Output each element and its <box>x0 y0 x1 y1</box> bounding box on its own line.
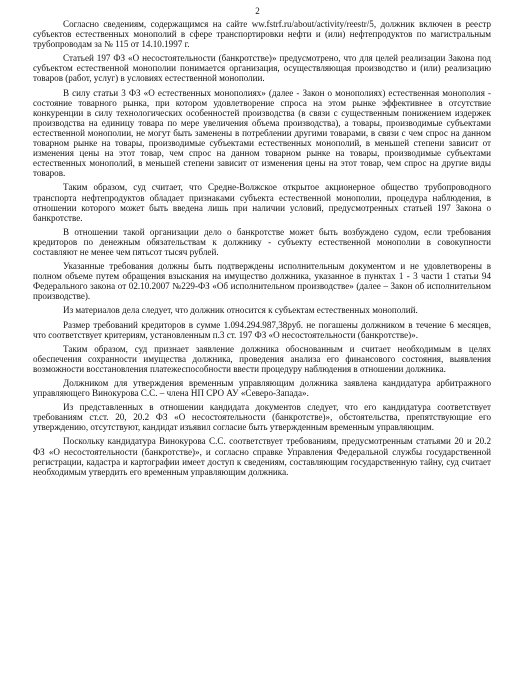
paragraph-candidate-nomination: Должником для утверждения временным управляющим должника заявлена кандидатура арбитражного управляющего Винокурова С.С. – члена НП СРО АУ «Северо-Запада». <box>33 378 491 399</box>
paragraph-court-considers: Таким образом, суд считает, что Средне-Волжское открытое акционерное общество трубопроводного транспорта нефтепродуктов обладает признаками субъекта естественной монополии, процедура наблюдения, в отношении которого может быть введена лишь при наличии условий, предусмотренных статьей 197 Закона о банкротстве. <box>33 182 491 223</box>
paragraph-case-materials: Из материалов дела следует, что должник относится к субъектам естественных монополий. <box>63 305 418 316</box>
paragraph-enforcement-document: Указанные требования должны быть подтверждены исполнительным документом и не удовлетворены в полном объеме путем обращения взыскания на имущество должника, указанное в пунктах 1 - 3 части 1 статьи 94 Федерального закона от 02.10.2007 №229-ФЗ «Об исполнительном производстве» (далее – Закон об исполнительном производстве). <box>33 261 491 302</box>
paragraph-candidate-documents: Из представленных в отношении кандидата документов следует, что его кандидатура соответствует требованиям ст.ст. 20, 20.2 ФЗ «О несостоятельности (банкротстве)», обстоятельства, препятствующие его утверждению, отсутствуют, кандидат изъявил согласие быть утвержденным временным управляющим. <box>33 402 491 433</box>
paragraph-article-197: Статьей 197 ФЗ «О несостоятельности (банкротстве)» предусмотрено, что для целей реализации Закона под субъектом естественной монополии понимается организация, осуществляющая производство и (или) реализацию товаров (работ, услуг) в условиях естественной монополии. <box>33 53 491 84</box>
page-number: 2 <box>255 6 260 16</box>
paragraph-registry: Согласно сведениям, содержащимся на сайте ww.fstrf.ru/about/activity/reestr/5, должник включен в реестр субъектов естественных монополий в сфере транспортировки нефти и (или) нефтепродуктов по магистральным трубопроводам за № 115 от 14.10.1997 г. <box>33 19 491 50</box>
paragraph-monopoly-definition: В силу статьи 3 ФЗ «О естественных монополиях» (далее - Закон о монополиях) естественная монополия - состояние товарного рынка, при котором удовлетворение спроса на этом рынке эффективнее в отсутствие конкуренции в силу технологических особенностей производства (в связи с существенным понижением издержек производства на единицу товара по мере увеличения объема производства), а товары, производимые субъектами естественной монополии, не могут быть заменены в потреблении другими товарами, в связи с чем спрос на данном товарном рынке на товары, производимые субъектами естественных монополий, в меньшей степени зависит от изменения цены на этот товар, чем спрос на данном товарном рынке на товары, производимые субъектами естественных монополий, в меньшей степени зависит от изменения цены на этот товар, чем спрос на другие виды товаров. <box>33 87 491 179</box>
paragraph-candidate-approval: Поскольку кандидатура Винокурова С.С. соответствует требованиям, предусмотренным статьями 20 и 20.2 ФЗ «О несостоятельности (банкротстве)», и согласно справке Управления Федеральной службы государственной регистрации, кадастра и картографии имеет доступ к сведениям, составляющим государственную тайну, суд считает необходимым утвердить его временным управляющим должника. <box>33 436 491 477</box>
paragraph-case-initiation: В отношении такой организации дело о банкротстве может быть возбуждено судом, если требования кредиторов по денежным обязательствам к должнику - субъекту естественной монополии в совокупности составляют не менее чем пятьсот тысяч рублей. <box>33 226 491 257</box>
paragraph-claims-amount: Размер требований кредиторов в сумме 1.094.294.987,38руб. не погашены должником в течение 6 месяцев, что соответствует критериям, установленным п.3 ст. 197 ФЗ «О несостоятельности (банкротстве)». <box>33 319 491 340</box>
paragraph-observation-procedure: Таким образом, суд признает заявление должника обоснованным и считает необходимым в целях обеспечения сохранности имущества должника, проведения анализа его финансового состояния, выявления возможности восстановления платежеспособности ввести процедуру наблюдения в отношении должника. <box>33 343 491 374</box>
document-body <box>33 19 491 481</box>
